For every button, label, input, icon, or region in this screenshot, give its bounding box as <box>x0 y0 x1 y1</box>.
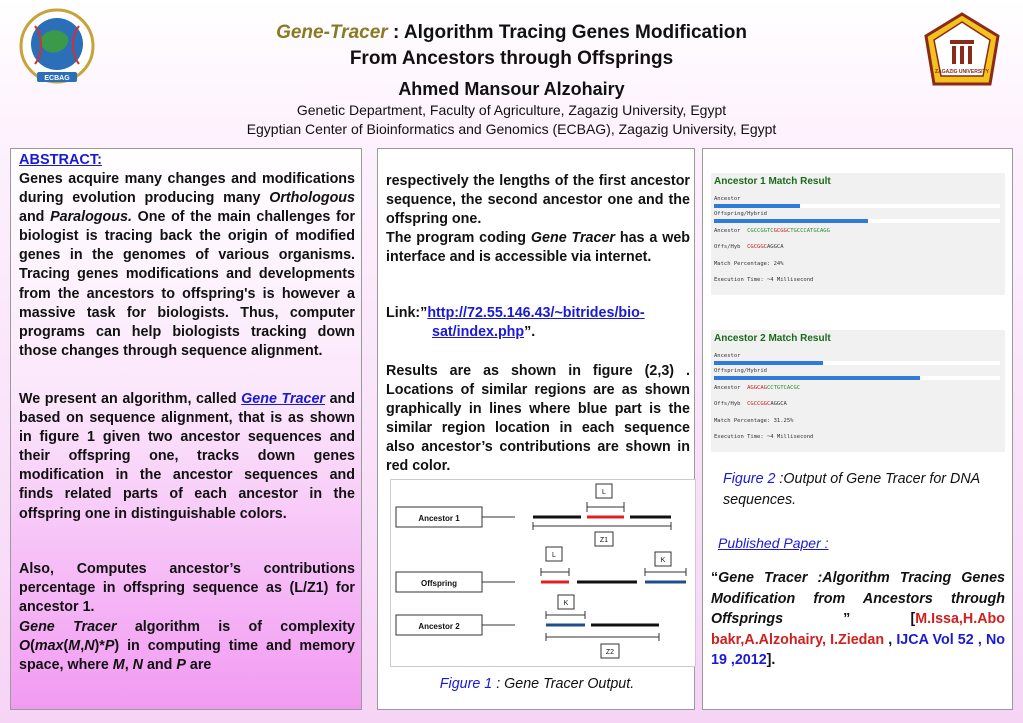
title-rest: : Algorithm Tracing Genes Modification <box>387 22 747 43</box>
result-2-offspring-fill <box>714 376 920 380</box>
paralogous-term: Paralogous. <box>50 209 132 226</box>
ancestor-2-label: Ancestor 2 <box>418 622 460 631</box>
figure-1-diagram <box>390 479 696 667</box>
abstract-p1-text-a: Genes acquire many changes and modifications during evolution producing many <box>19 171 355 207</box>
ref-close-quote: ” [ <box>783 611 916 627</box>
abstract-paragraph-2 <box>19 390 355 524</box>
complexity-o: O <box>19 638 31 655</box>
ancestor-1-result-panel <box>711 173 1005 295</box>
k-low-label: K <box>563 600 569 607</box>
abstract-p1-and: and <box>19 209 51 226</box>
ecbag-logo-label: ECBAG <box>44 75 70 82</box>
abstract-p1-text-b: One of the main challenges for biologist is tracing back the origin of modified genes in the genomes of various organisms. Tracing genes modifications and developments from the ancestors to offspring's is however a massive task for biologists. Thus, computer programs can help biologists tracking down those changes through sequence alignment. <box>19 209 356 359</box>
figure-2-label: Figure 2 <box>723 471 776 487</box>
complexity-text-a: algorithm is of complexity <box>116 619 355 635</box>
abstract-p2-text-b: and based on sequence alignment, that is as shown in figure 1 given two ancestor sequences and their offspring one, tracks down genes modification in the ancestor sequences and finds related parts of each ancestor in the offspring one in distinguishable colors. <box>19 391 356 522</box>
result-2-ancestor-label: Ancestor <box>714 353 741 359</box>
complexity-comma: , <box>80 638 85 655</box>
complexity-text-end: are <box>185 657 212 674</box>
result-1-offspring-fill <box>714 219 868 223</box>
var-m: M <box>112 657 125 674</box>
k-mid-label: K <box>660 557 666 564</box>
ancestor-1-label: Ancestor 1 <box>418 514 460 523</box>
results-column <box>702 148 1013 710</box>
result-2-seq-red: AGGCAG <box>747 385 767 391</box>
methods-p2-text-a: The program coding <box>386 230 531 246</box>
poster-title-line2: From Ancestors through Offsprings <box>349 48 674 69</box>
affiliation-2: Egyptian Center of Bioinformatics and Genomics (ECBAG), Zagazig University, Egypt <box>246 121 777 137</box>
result-2-ancestor-track <box>714 361 1000 365</box>
gene-tracer-term-2: Gene Tracer <box>530 230 615 246</box>
complexity-sep-2: and <box>142 657 177 674</box>
result-2-match: Match Percentage: 31.25% <box>714 418 794 424</box>
methods-p2-text-b: has a web interface and is accessible via internet. <box>386 230 690 266</box>
ref-authors: M.Issa,H.Abo bakr,A.Alzohairy, I.Ziedan <box>711 611 1005 648</box>
result-1-offspring-seq <box>714 244 784 250</box>
gene-tracer-link[interactable]: Gene Tracer <box>241 391 325 407</box>
gene-tracer-url[interactable]: http://72.55.146.43/~bitrides/bio- <box>427 305 645 321</box>
author-name: Ahmed Mansour Alzohairy <box>398 79 625 99</box>
figure-2-caption-text: :Output of Gene Tracer for DNA sequences. <box>723 471 980 508</box>
ancestor-2-result-title: Ancestor 2 Match Result <box>714 333 831 344</box>
ref-title: Gene Tracer :Algorithm Tracing Genes Modification from Ancestors through Offsprings <box>711 570 1005 627</box>
complexity-paren-4: ) <box>114 638 120 655</box>
result-2-offspring-label: Offspring/Hybrid <box>714 368 767 374</box>
methods-paragraph-3: Results are as shown in figure (2,3) . Locations of similar regions are as shown graphically in lines where blue part is the similar region location in each sequence also ancestor’s contributions are shown in red color. <box>386 363 690 475</box>
result-2-off-red: CGCCGGC <box>747 401 771 407</box>
ref-separator: , <box>884 631 897 648</box>
affiliation-1: Genetic Department, Faculty of Agriculture, Zagazig University, Egypt <box>296 102 727 118</box>
result-1-seq-label: Ancestor <box>714 228 741 234</box>
result-1-seq-rest: TGCCCATGCAGG <box>790 228 830 234</box>
methods-paragraph-2 <box>386 229 690 267</box>
result-2-ancestor-fill <box>714 361 823 365</box>
abstract-heading: ABSTRACT: <box>19 152 102 168</box>
poster-header <box>0 0 1023 145</box>
published-paper-label[interactable]: Published Paper : <box>718 535 829 551</box>
abstract-paragraph-4 <box>19 618 355 675</box>
zagazig-logo-label: ZAGAZIG UNIVERSITY <box>935 69 989 75</box>
figure-1-svg <box>391 480 695 666</box>
complexity-max: max <box>34 638 64 655</box>
complexity-m: M <box>68 638 81 655</box>
result-1-off-label: Offs/Hyb <box>714 244 741 250</box>
l-mid-label: L <box>552 552 556 559</box>
methods-paragraph-1: respectively the lengths of the first ancestor sequence, the second ancestor one and the offspring one. <box>386 173 690 228</box>
result-1-seq-green: CGCCGGTC <box>747 228 774 234</box>
z1-label: Z1 <box>599 537 609 544</box>
offspring-label: Offspring <box>421 579 457 588</box>
result-2-off-label: Offs/Hyb <box>714 401 741 407</box>
complexity-n: N <box>84 638 95 655</box>
paper-reference <box>711 568 1005 671</box>
abstract-paragraph-1 <box>19 170 355 361</box>
link-line <box>386 304 690 342</box>
result-1-offspring-track <box>714 219 1000 223</box>
figure-1-label: Figure 1 <box>439 676 493 692</box>
result-2-ancestor-seq <box>714 385 800 391</box>
result-1-time: Execution Time: ~4 Millisecond <box>714 277 814 283</box>
complexity-p: P <box>104 638 115 655</box>
figure-1-caption <box>378 676 696 692</box>
abstract-paragraph-3: Also, Computes ancestor’s contributions percentage in offspring sequence as (L/Z1) for ancestor 1. <box>19 561 355 616</box>
complexity-sep-1: , <box>124 657 133 674</box>
l-top-label: L <box>602 489 606 496</box>
gene-tracer-term: Gene Tracer <box>19 619 117 635</box>
ref-journal: IJCA Vol 52 , No 19 ,2012 <box>711 631 1005 668</box>
link-label: Link:” <box>386 305 428 321</box>
abstract-column <box>10 148 362 710</box>
abstract-p2-text-a: We present an algorithm, called <box>19 391 242 407</box>
figure-2-caption <box>723 469 1011 511</box>
result-2-seq-label: Ancestor <box>714 385 741 391</box>
var-n: N <box>132 657 143 674</box>
figure-1-caption-text: : Gene Tracer Output. <box>492 676 635 692</box>
result-1-off-red: CGCGGC <box>747 244 767 250</box>
result-1-ancestor-track <box>714 204 1000 208</box>
z2-label: Z2 <box>605 649 615 656</box>
poster-title <box>0 22 1023 44</box>
result-1-ancestor-label: Ancestor <box>714 196 741 202</box>
result-1-offspring-label: Offspring/Hybrid <box>714 211 767 217</box>
result-1-match: Match Percentage: 24% <box>714 261 784 267</box>
complexity-text-b: in computing time and memory space, where <box>19 638 355 674</box>
result-1-seq-red: GCGGC <box>773 228 791 234</box>
result-2-time: Execution Time: ~4 Millisecond <box>714 434 814 440</box>
result-1-ancestor-seq <box>714 228 830 234</box>
gene-tracer-url-cont[interactable]: sat/index.php <box>432 324 525 341</box>
methods-column <box>377 148 695 710</box>
var-p: P <box>176 657 186 674</box>
result-2-offspring-seq <box>714 401 787 407</box>
ancestor-2-result-panel <box>711 330 1005 452</box>
zagazig-university-logo-icon <box>920 10 1004 94</box>
link-end: ”. <box>524 324 536 341</box>
complexity-paren-1: ( <box>30 638 35 655</box>
result-1-off-rest: AGGCA <box>767 244 784 250</box>
result-2-off-rest: AGGCA <box>770 401 787 407</box>
orthologous-term: Orthologous <box>269 190 355 207</box>
ref-open-quote: “ <box>711 570 719 586</box>
complexity-paren-2: ( <box>63 638 69 655</box>
complexity-paren-3: )* <box>94 638 105 655</box>
result-1-ancestor-fill <box>714 204 800 208</box>
result-2-offspring-track <box>714 376 1000 380</box>
result-2-seq-rest: CCTGTCACGC <box>767 385 801 391</box>
ref-end: ]. <box>766 652 776 668</box>
title-gene-tracer: Gene-Tracer <box>276 22 388 43</box>
ancestor-1-result-title: Ancestor 1 Match Result <box>714 176 831 187</box>
